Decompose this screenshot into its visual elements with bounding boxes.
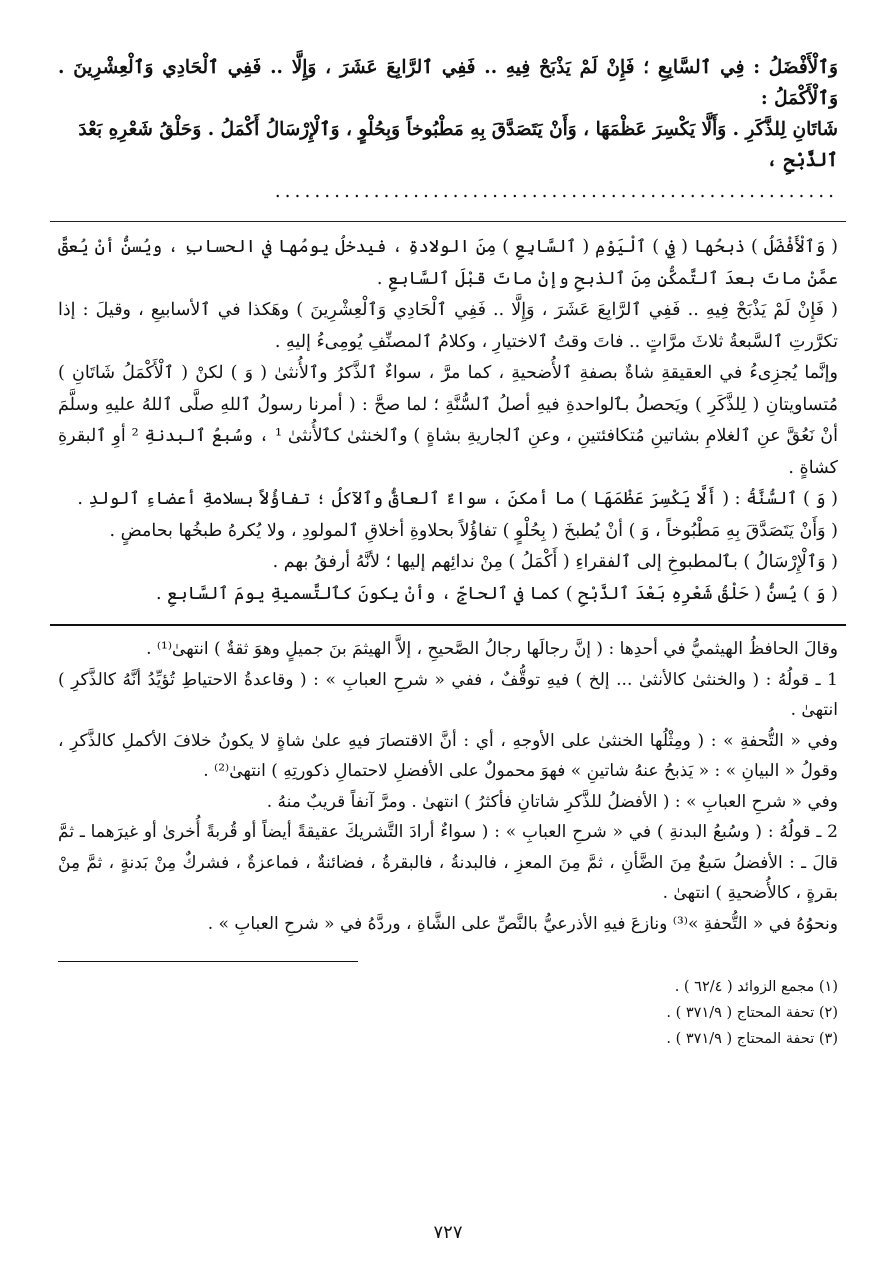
commentary-paragraph: ( وَ ) يُسنُّ ( حَلْقُ شَعْرِهِ بَعْدَ ٱلذَّبْحِ ) كما في ٱلحاجِّ ، وأنْ يكونَ كٱلتَّسميةِ يومَ ٱلسَّابعِ . xyxy=(155,583,838,604)
commentary-paragraph: ( وَٱلْإِرْسَالُ ) بٱلمطبوخِ إلى ٱلفقراءِ ( أَكْمَلُ ) مِنْ ندائِهم إليها ؛ لأنَّهُ أرفقُ بهم . xyxy=(272,552,838,572)
commentary-paragraph: ( وَ ) ٱلسُّنَّةُ : ( أَلَّا يَكْسِرَ عَظْمَهَا ) ما أمكنَ ، سواءٌ ٱلعاقُّ وٱلآكلُ ؛ تفاؤُلاً بسلامةِ أعضاءِ ٱلولدِ . xyxy=(77,489,838,509)
commentary-paragraph: ( وَٱلْأَفْضَلُ ) ذبحُها ( فِي ) ٱلْيَوْمِ ( ٱلسَّابِعِ ) مِنَ الولادةِ ، فيدخلُ يومُها في الحسابِ ، ويُسنُّ أنْ يُعقَّ عمَّنْ ماتَ بعدَ ٱلتَّمكُّنِ مِنَ ٱلذبحِ وإنْ ماتَ قبْلَ ٱلسَّابعِ . xyxy=(58,237,838,289)
margin-note-paragraph: وفي « التُّحفةِ » : ( ومِثْلُها الخنثىٰ على الأوجهِ ، أي : أنَّ الاقتصارَ فيهِ علىٰ شاةٍ لا يكونُ خلافَ الأكملِ كالذَّكرِ ، وقولُ « البيانِ » : « يَذبحُ عنهُ شاتينِ » فهوَ محمولٌ على الأفضلِ لاحتمالِ ذكورتِهِ ) انتهىٰ⁽²⁾ . xyxy=(58,730,838,781)
section-divider xyxy=(50,221,846,222)
main-text-line: وَٱلْأَفْضَلُ : فِي ٱلسَّابِعِ ؛ فَإِنْ لَمْ يَذْبَحْ فِيهِ .. فَفِي ٱلرَّابِعَ عَشَرَ ، وَإِلَّا .. فَفِي ٱلْحَادِي وَٱلْعِشْرِينَ . وَٱلْأَكْمَلُ : xyxy=(58,57,838,109)
margin-notes xyxy=(58,634,838,939)
commentary-paragraph: ( فَإِنْ لَمْ يَذْبَحْ فِيهِ .. فَفِي ٱلرَّابِعَ عَشَرَ ، وَإِلَّا .. فَفِي ٱلْحَادِي وَٱلْعِشْرِينَ ) وهَكذا في ٱلأسابيعِ ، وقيلَ : إذا تكرَّرتِ ٱلسَّبعةُ ثلاثَ مرَّاتٍ .. فاتَ وقتُ ٱلاختيارِ ، وكلامُ ٱلمصنِّفِ يُومِىءُ إليهِ . xyxy=(58,300,838,352)
footnote-rule xyxy=(58,961,358,962)
footnotes xyxy=(58,974,838,1052)
main-text xyxy=(58,52,838,207)
main-text-line: ٱلذَّبْحِ ، xyxy=(766,150,838,171)
margin-note-paragraph: 1 ـ قولُهُ : ( والخنثىٰ كالأنثىٰ ... إلخ ) فيهِ توقُّفٌ ، ففي « شرحِ العبابِ » : ( وقاعدةُ الاحتياطِ تُؤيِّدُ أنَّهُ كالذَّكرِ ) انتهىٰ . xyxy=(58,669,838,720)
margin-note-paragraph: وقالَ الحافظُ الهيثميُّ في أحدِها : ( إنَّ رجالَها رجالُ الصَّحيحِ ، إلاَّ الهيثمَ بنَ جميلٍ وهوَ ثقةٌ ) انتهىٰ⁽¹⁾ . xyxy=(146,639,838,659)
margin-note-paragraph: ونحوُهُ في « التُّحفةِ »⁽³⁾ ونازعَ فيهِ الأذرعيُّ بالنَّصِّ على الشَّاةِ ، وردَّهُ في « شرحِ العبابِ » . xyxy=(207,913,838,934)
main-text-dots: ......................................................... xyxy=(274,181,838,202)
commentary-paragraph: وإنَّما يُجزِىءُ في العقيقةِ شاةٌ بصفةِ ٱلأُضحيةِ ، كما مرَّ ، سواءٌ ٱلذَّكرُ وٱلأُنثىٰ ( وَ ) لكنْ ( ٱلْأَكْمَلُ شَاتَانِ ) مُتساويتانِ ( لِلذَّكَرِ ) ويَحصلُ بٱلواحدةِ فيهِ أصلُ ٱلسُّنَّةِ ؛ لما صحَّ : ( أمرنا رسولُ ٱللهِ صلَّى ٱللهُ عليهِ وسلَّمَ أنْ نَعُقَّ عنِ ٱلغلامِ بشاتينِ مُتكافئتينِ ، وعنِ ٱلجاريةِ بشاةٍ ) وٱلخنثىٰ كٱلأُنثىٰ ¹ ، وسُبعُ ٱلبدنةِ ² أوِ ٱلبقرةِ كشاةٍ . xyxy=(58,363,838,478)
page-body xyxy=(58,52,838,1052)
commentary xyxy=(58,232,838,610)
margin-notes-divider xyxy=(50,624,846,626)
commentary-paragraph: ( وَأَنْ يَتَصَدَّقَ بِهِ مَطْبُوخاً ، وَ ) أنْ يُطبخَ ( بِحُلْوٍ ) تفاؤُلاً بحلاوةِ أخلاقِ ٱلمولودِ ، ولا يُكرهُ طبخُها بحامضٍ . xyxy=(109,520,838,541)
footnote: (١) مجمع الزوائد ( ٦٢/٤ ) . xyxy=(674,979,838,995)
margin-note-paragraph: 2 ـ قولُهُ : ( وسُبعُ البدنةِ ) في « شرحِ العبابِ » : ( سواءٌ أرادَ التَّشريكَ عقيقةً أيضاً أو قُربةً أُخرىٰ أو غيرَهما ـ ثمَّ قالَ ـ : الأفضلُ سَبعٌ مِنَ الضَّأنِ ، ثمَّ مِنَ المعزِ ، فالبدنةُ ، فالبقرةُ ، فضائنةٌ ، فماعزةٌ ، فشركٌ مِنْ بَدنةٍ ، ثمَّ مِنْ بقرةٍ ، كالأُضحيةِ ) انتهىٰ . xyxy=(58,822,838,903)
main-text-line: شَاتَانِ لِلذَّكَرِ . وَأَلَّا يَكْسِرَ عَظْمَهَا ، وَأَنْ يَتَصَدَّقَ بِهِ مَطْبُوخاً وَبِحُلْوٍ ، وَٱلْإِرْسَالُ أَكْمَلُ . وَحَلْقُ شَعْرِهِ بَعْدَ xyxy=(78,119,838,140)
footnote: (٢) تحفة المحتاج ( ٣٧١/٩ ) . xyxy=(666,1005,838,1021)
page-number: ٧٢٧ xyxy=(433,1222,463,1243)
margin-note-paragraph: وفي « شرحِ العبابِ » : ( الأفضلُ للذَّكرِ شاتانِ فأكثرُ ) انتهىٰ . ومرَّ آنفاً قريبٌ منهُ . xyxy=(266,791,838,812)
footnote: (٣) تحفة المحتاج ( ٣٧١/٩ ) . xyxy=(666,1031,838,1047)
